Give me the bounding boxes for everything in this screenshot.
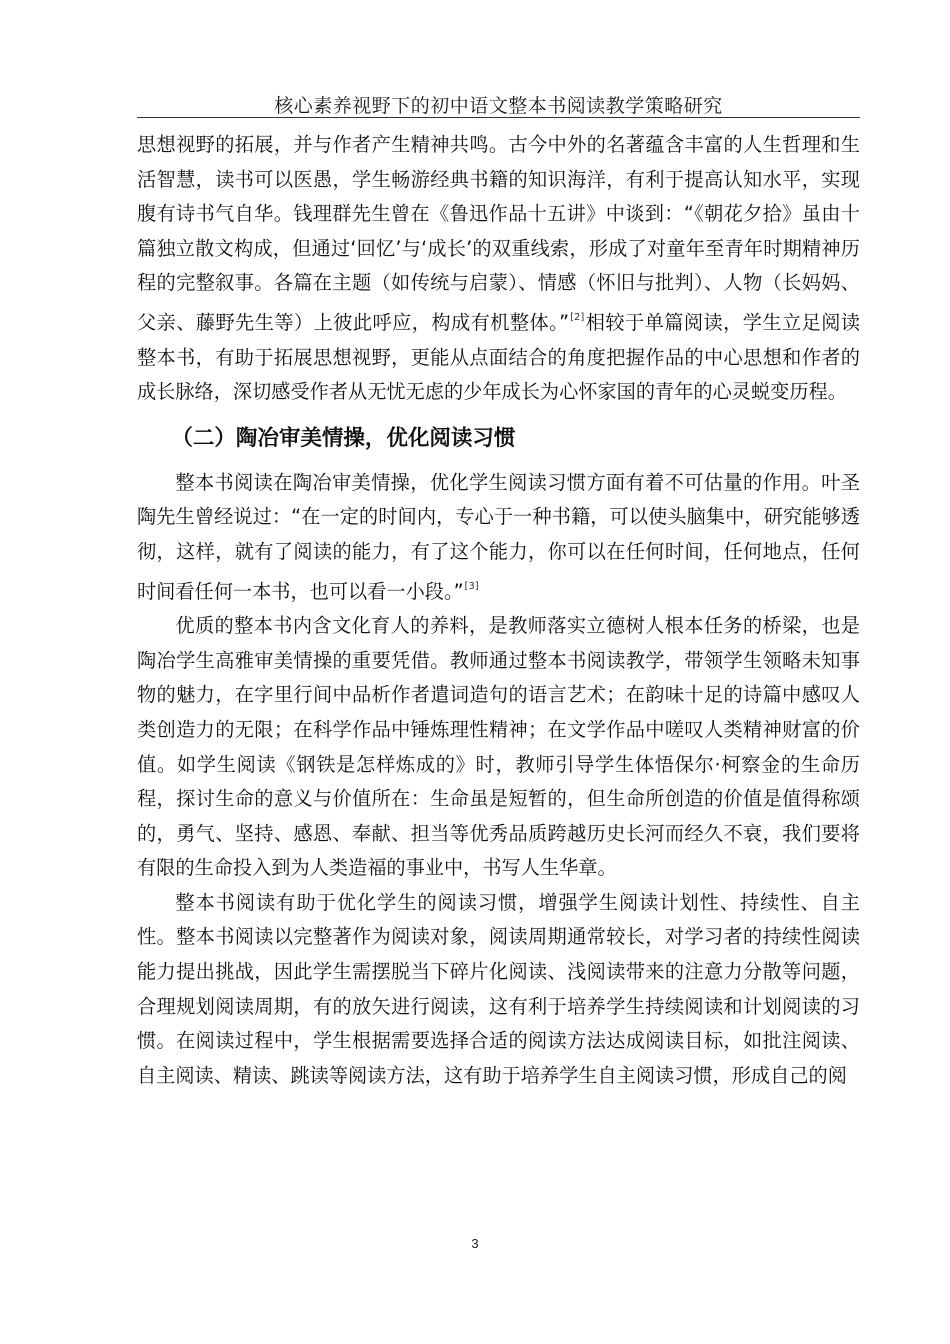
page-number: 3 xyxy=(471,1236,479,1251)
paragraph-continued xyxy=(137,128,860,410)
paragraph: 整本书阅读有助于优化学生的阅读习惯，增强学生阅读计划性、持续性、自主性。整本书阅读以完整著作为阅读对象，阅读周期通常较长，对学习者的持续性阅读能力提出挑战，因此学生需摆脱当下碎片化阅读、浅阅读带来的注意力分散等问题，合理规划阅读周期，有的放矢进行阅读，这有利于培养学生持续阅读和计划阅读的习惯。在阅读过程中，学生根据需要选择合适的阅读方法达成阅读目标，如批注阅读、自主阅读、精读、跳读等阅读方法，这有助于培养学生自主阅读习惯，形成自己的阅 xyxy=(137,890,860,1087)
paragraph: 优质的整本书内含文化育人的养料，是教师落实立德树人根本任务的桥梁，也是陶冶学生高雅审美情操的重要凭借。教师通过整本书阅读教学，带领学生领略未知事物的魅力，在字里行间中品析作者遣词造句的语言艺术；在韵味十足的诗篇中感叹人类创造力的无限；在科学作品中锤炼理性精神；在文学作品中嗟叹人类精神财富的价值。如学生阅读《钢铁是怎样炼成的》时，教师引导学生体悟保尔·柯察金的生命历程，探讨生命的意义与价值所在：生命虽是短暂的，但生命所创造的价值是值得称颂的，勇气、坚持、感恩、奉献、担当等优秀品质跨越历史长河而经久不衰，我们要将有限的生命投入到为人类造福的事业中，书写人生华章。 xyxy=(137,614,860,880)
body-text xyxy=(137,128,860,1093)
citation-mark: [2] xyxy=(570,311,585,323)
paragraph-text-continued: 相较于单篇阅读，学生立足阅读整本书，有助于拓展思想视野，更能从点面结合的角度把握作品的中心思想和作者的成长脉络，深切感受作者从无忧无虑的少年成长为心怀家国的青年的心灵蜕变历程。 xyxy=(137,310,861,404)
running-header-title: 核心素养视野下的初中语文整本书阅读教学策略研究 xyxy=(274,95,723,117)
paragraph xyxy=(137,466,860,609)
section-heading: （二）陶冶审美情操，优化阅读习惯 xyxy=(171,425,516,451)
citation-mark: [3] xyxy=(464,580,479,592)
paragraph-text: 思想视野的拓展，并与作者产生精神共鸣。古今中外的名著蕴含丰富的人生哲理和生活智慧，读书可以医愚，学生畅游经典书籍的知识海洋，有利于提高认知水平，实现腹有诗书气自华。钱理群先生曾在《鲁迅作品十五讲》中谈到：“《朝花夕拾》虽由十篇独立散文构成，但通过‘回忆’与‘成长’的双重线索，形成了对童年至青年时期精神历程的完整叙事。各篇在主题（如传统与启蒙）、情感（怀旧与批判）、人物（长妈妈、父亲、藤野先生等）上彼此呼应，构成有机整体。” xyxy=(137,133,860,334)
header-divider xyxy=(137,117,860,118)
paragraph-text: 整本书阅读在陶冶审美情操，优化学生阅读习惯方面有着不可估量的作用。叶圣陶先生曾经说过：“在一定的时间内，专心于一种书籍，可以使头脑集中，研究能够透彻，这样，就有了阅读的能力，有了这个能力，你可以在任何时间，任何地点，任何时间看任何一本书，也可以看一小段。” xyxy=(137,470,860,603)
